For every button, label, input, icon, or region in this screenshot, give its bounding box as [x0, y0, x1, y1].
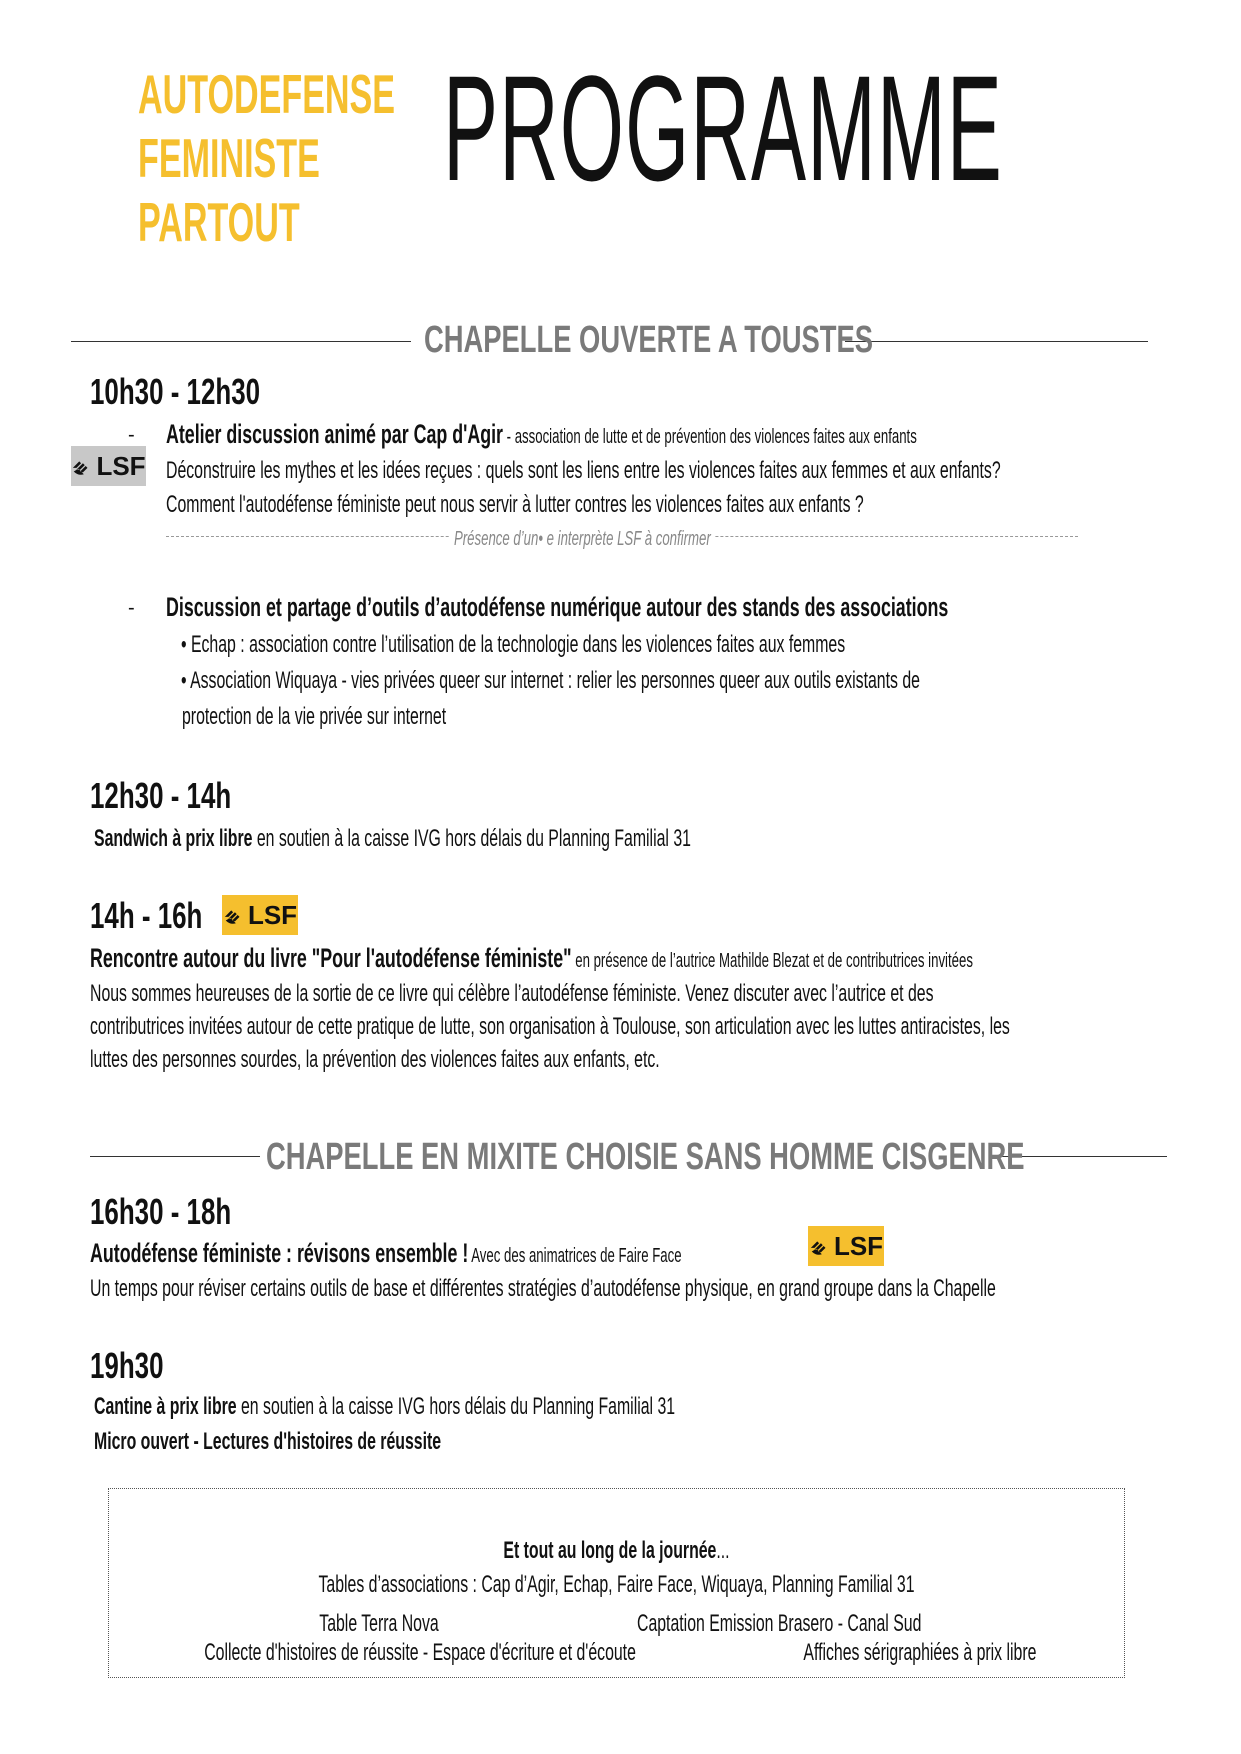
revision-desc: Avec des animatrices de Faire Face — [468, 1245, 682, 1267]
book-para-2: contributrices invitées autour de cette pratique de lutte, son organisation à Toulouse, son articulation avec les luttes antiracistes, les — [90, 1013, 1010, 1040]
bullet-echap: • Echap : association contre l’utilisation de la technologie dans les violences faites aux femmes — [181, 631, 846, 658]
revision-line — [90, 1238, 682, 1271]
numeric-selfdefense-title: Discussion et partage d’outils d’autodéfense numérique autour des stands des associations — [166, 592, 949, 622]
sandwich-line — [94, 824, 691, 854]
list-dash: - — [128, 597, 135, 619]
sandwich-desc: en soutien à la caisse IVG hors délais du Planning Familial 31 — [252, 825, 691, 852]
sign-language-hand-icon — [71, 455, 93, 477]
atelier-title: Atelier discussion animé par Cap d'Agir — [166, 419, 503, 449]
atelier-desc: - association de lutte et de prévention des violences faites aux enfants — [502, 426, 917, 448]
brasero-recording: Captation Emission Brasero - Canal Sud — [637, 1610, 922, 1637]
sign-language-hand-icon — [809, 1235, 831, 1257]
atelier-question-2: Comment l'autodéfense féministe peut nous servir à lutter contres les violences faites aux enfants ? — [166, 491, 864, 518]
terra-nova-table: Table Terra Nova — [319, 1610, 439, 1637]
sign-language-hand-icon — [223, 904, 245, 926]
all-day-title-suffix: ... — [716, 1537, 730, 1564]
section-title-open: CHAPELLE OUVERTE A TOUSTES — [424, 319, 873, 361]
revision-title: Autodéfense féministe : révisons ensemble ! — [90, 1238, 469, 1268]
section-divider-left — [90, 1156, 260, 1157]
brand-block — [138, 62, 396, 254]
bullet-wiquaya: • Association Wiquaya - vies privées queer sur internet : relier les personnes queer aux outils existants de — [181, 667, 920, 694]
time-slot-14h: 14h - 16h — [90, 895, 203, 936]
cantine-title: Cantine à prix libre — [94, 1393, 237, 1420]
lsf-label: LSF — [96, 450, 146, 481]
atelier-question-1: Déconstruire les mythes et les idées reçues : quels sont les liens entre les violences faites aux femmes et aux enfants? — [166, 457, 1001, 484]
all-day-box — [108, 1488, 1125, 1678]
page-title: PROGRAMME — [443, 44, 1003, 212]
micro-ouvert-line: Micro ouvert - Lectures d'histoires de réussite — [94, 1428, 442, 1455]
section-divider-right — [845, 341, 1148, 342]
serigraphy-posters: Affiches sérigraphiées à prix libre — [803, 1639, 1037, 1666]
book-desc: en présence de l’autrice Mathilde Blezat et de contributrices invitées — [571, 950, 973, 972]
book-para-3: luttes des personnes sourdes, la prévention des violences faites aux enfants, etc. — [90, 1046, 660, 1073]
atelier-line — [166, 419, 917, 452]
lsf-label: LSF — [833, 1230, 884, 1261]
association-tables: Tables d’associations : Cap d’Agir, Echap, Faire Face, Wiquaya, Planning Familial 31 — [318, 1571, 915, 1598]
lsf-badge-yellow — [808, 1226, 884, 1266]
list-dash: - — [128, 424, 135, 446]
lsf-badge-yellow — [222, 895, 298, 935]
brand-line-3: PARTOUT — [138, 191, 300, 253]
sandwich-title: Sandwich à prix libre — [94, 825, 253, 852]
cantine-desc: en soutien à la caisse IVG hors délais du Planning Familial 31 — [236, 1393, 676, 1420]
cantine-line — [94, 1392, 675, 1422]
time-slot-1030: 10h30 - 12h30 — [90, 371, 261, 412]
lsf-label: LSF — [247, 899, 298, 930]
time-slot-1930: 19h30 — [90, 1345, 164, 1386]
lsf-badge-gray — [71, 446, 146, 486]
all-day-title-text: Et tout au long de la journée — [503, 1537, 717, 1564]
all-day-title — [282, 1537, 952, 1565]
section-divider-left — [71, 341, 411, 342]
bullet-wiquaya-cont: protection de la vie privée sur internet — [182, 703, 447, 730]
book-line — [90, 943, 973, 976]
time-slot-1230: 12h30 - 14h — [90, 775, 232, 816]
section-title-mixite: CHAPELLE EN MIXITE CHOISIE SANS HOMME CISGENRE — [266, 1136, 1025, 1178]
brand-line-1: AUTODEFENSE — [138, 63, 396, 125]
revision-desc-line: Un temps pour réviser certains outils de base et différentes stratégies d’autodéfense physique, en grand groupe dans la Chapelle — [90, 1275, 996, 1302]
success-stories-collect: Collecte d'histoires de réussite - Espace d'écriture et d'écoute — [204, 1639, 636, 1666]
book-title: Rencontre autour du livre "Pour l'autodéfense féministe" — [90, 943, 572, 973]
brand-line-2: FEMINISTE — [138, 127, 320, 189]
time-slot-1630: 16h30 - 18h — [90, 1191, 232, 1232]
book-para-1: Nous sommes heureuses de la sortie de ce livre qui célèbre l’autodéfense féministe. Venez discuter avec l’autrice et des — [90, 980, 934, 1007]
lsf-interpreter-note: Présence d’un• e interprète LSF à confirmer — [450, 524, 715, 554]
